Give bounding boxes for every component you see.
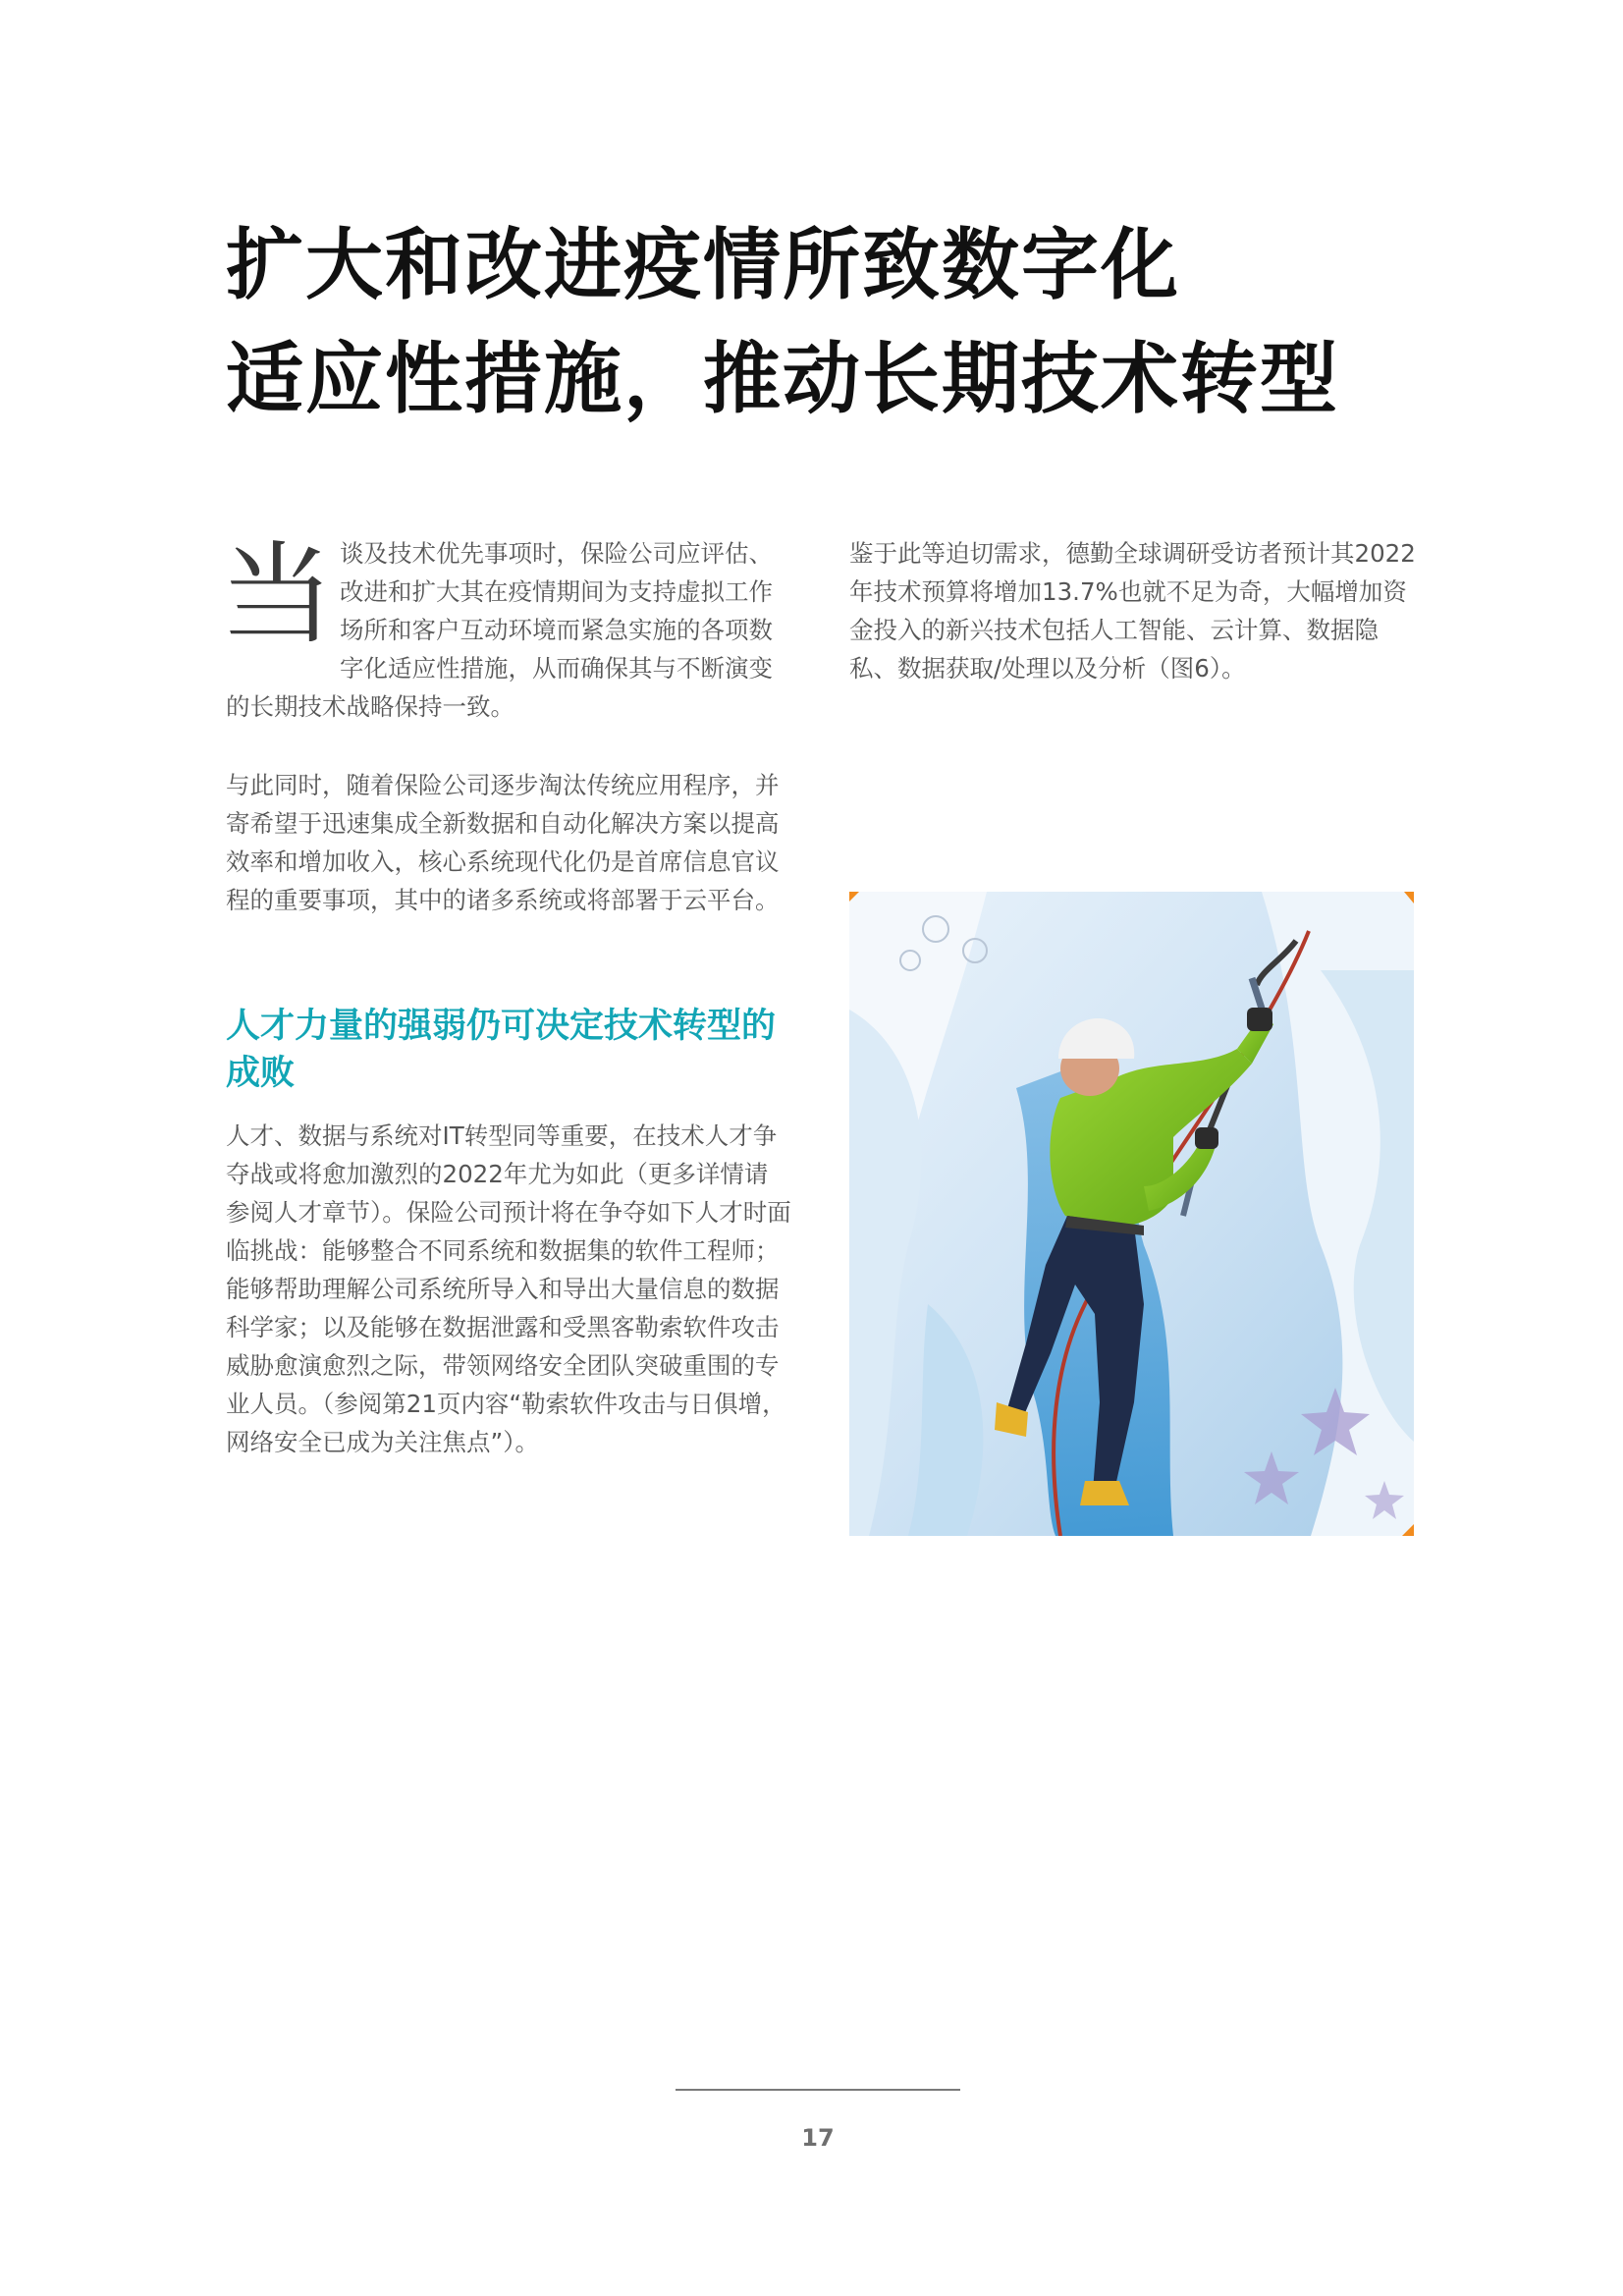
ice-climber-photo [849,892,1414,1536]
intro-paragraph-text: 谈及技术优先事项时，保险公司应评估、改进和扩大其在疫情期间为支持虚拟工作场所和客户互动环境而紧急实施的各项数字化适应性措施，从而确保其与不断演变的长期技术战略保持一致。 [226,539,773,721]
core-systems-paragraph: 与此同时，随着保险公司逐步淘汰传统应用程序，并寄希望于迅速集成全新数据和自动化解决方案以提高效率和增加收入，核心系统现代化仍是首席信息官议程的重要事项，其中的诸多系统或将部署于云平台。 [226,771,780,914]
page-title [226,208,1453,436]
right-column [849,534,1419,687]
photo-illustration [849,892,1414,1536]
page-title-line-1: 扩大和改进疫情所致数字化 [226,220,1180,310]
talent-paragraph: 人才、数据与系统对IT转型同等重要，在技术人才争夺战或将愈加激烈的2022年尤为如此（更多详情请参阅人才章节）。保险公司预计将在争夺如下人才时面临挑战：能够整合不同系统和数据集的软件工程师；能够帮助理解公司系统所导入和导出大量信息的数据科学家；以及能够在数据泄露和受黑客勒索软件攻击威胁愈演愈烈之际，带领网络安全团队突破重围的专业人员。（参阅第21页内容“勒索软件攻击与日俱增，网络安全已成为关注焦点”）。 [226,1121,791,1456]
page-title-line-2: 适应性措施，推动长期技术转型 [226,334,1339,424]
budget-paragraph: 鉴于此等迫切需求，德勤全球调研受访者预计其2022年技术预算将增加13.7%也就不足为奇，大幅增加资金投入的新兴技术包括人工智能、云计算、数据隐私、数据获取/处理以及分析（图6）。 [849,539,1416,683]
section-subheading: 人才力量的强弱仍可决定技术转型的成败 [226,1007,777,1093]
drop-cap: 当 [219,531,335,659]
left-column [219,531,791,1461]
page-number: 17 [801,2124,835,2152]
intro-paragraph [219,531,791,726]
footer-divider [676,2089,960,2091]
